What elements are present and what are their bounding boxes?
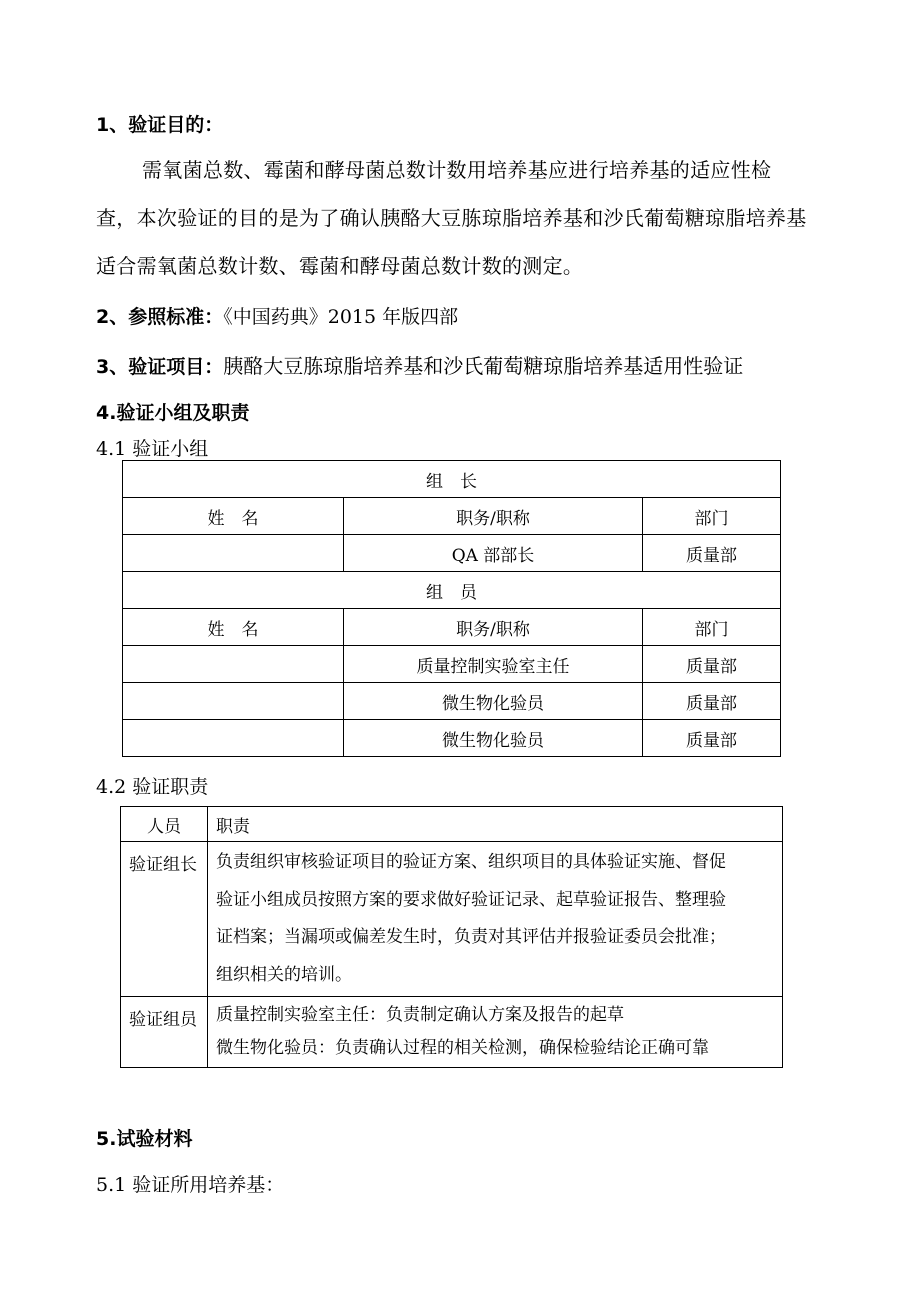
section1-heading: 1、验证目的： (96, 114, 224, 136)
member-name-cell (123, 683, 344, 720)
duty-line: 组织相关的培训。 (216, 964, 352, 985)
col-duty: 职责 (208, 807, 783, 842)
table-row (123, 683, 781, 720)
validation-item-label: 3、验证项目： (96, 356, 224, 378)
duty-table (120, 806, 783, 1068)
leader-header: 组 长 (123, 461, 781, 498)
member-dept-cell: 质量部 (643, 646, 781, 683)
leader-title-cell: QA 部部长 (344, 535, 643, 572)
leader-header-row (123, 461, 781, 498)
leader-dept-cell: 质量部 (643, 535, 781, 572)
duty-subheading: 4.2 验证职责 (96, 776, 209, 798)
col-dept: 部门 (643, 609, 781, 646)
member-col-header-row (123, 609, 781, 646)
member-name-cell (123, 646, 344, 683)
table-row (123, 535, 781, 572)
duty-text-cell (208, 997, 783, 1068)
leader-col-header-row (123, 498, 781, 535)
validation-item-value: 胰酪大豆胨琼脂培养基和沙氏葡萄糖琼脂培养基适用性验证 (223, 354, 744, 378)
section5-heading: 5.试验材料 (96, 1128, 193, 1150)
duty-person-cell: 验证组员 (121, 997, 208, 1068)
member-dept-cell: 质量部 (643, 683, 781, 720)
duty-line: 负责组织审核验证项目的验证方案、组织项目的具体验证实施、督促 (216, 852, 726, 872)
team-subheading: 4.1 验证小组 (96, 438, 209, 460)
col-person: 人员 (121, 807, 208, 842)
table-row (121, 842, 783, 997)
member-title-cell: 微生物化验员 (344, 720, 643, 757)
duty-header-row (121, 807, 783, 842)
col-name: 姓 名 (123, 609, 344, 646)
team-table (122, 460, 781, 757)
table-row (121, 997, 783, 1068)
duty-line: 证档案；当漏项或偏差发生时，负责对其评估并报验证委员会批准； (216, 927, 726, 947)
table-row (123, 720, 781, 757)
duty-person-cell: 验证组长 (121, 842, 208, 997)
media-subheading: 5.1 验证所用培养基： (96, 1174, 285, 1196)
leader-name-cell (123, 535, 344, 572)
section4-heading: 4.验证小组及职责 (96, 402, 250, 424)
reference-label: 2、参照标准： (96, 306, 224, 328)
duty-line: 微生物化验员：负责确认过程的相关检测，确保检验结论正确可靠 (216, 1038, 709, 1058)
validation-item (96, 350, 743, 379)
duty-line: 验证小组成员按照方案的要求做好验证记录、起草验证报告、整理验 (216, 889, 726, 910)
col-title: 职务/职称 (344, 498, 643, 535)
member-name-cell (123, 720, 344, 757)
reference-value: 《中国药典》2015 年版四部 (223, 306, 459, 328)
duty-line: 质量控制实验室主任：负责制定确认方案及报告的起草 (216, 1005, 624, 1025)
col-name: 姓 名 (123, 498, 344, 535)
member-header: 组 员 (123, 572, 781, 609)
col-dept: 部门 (643, 498, 781, 535)
col-title: 职务/职称 (344, 609, 643, 646)
purpose-paragraph: 需氧菌总数、霉菌和酵母菌总数计数用培养基应进行培养基的适应性检查，本次验证的目的是为了确认胰酪大豆胨琼脂培养基和沙氏葡萄糖琼脂培养基适合需氧菌总数计数、霉菌和酵母菌总数计数的测定。 (96, 158, 807, 278)
member-title-cell: 微生物化验员 (344, 683, 643, 720)
table-row (123, 646, 781, 683)
member-header-row (123, 572, 781, 609)
member-dept-cell: 质量部 (643, 720, 781, 757)
duty-text-cell (208, 842, 783, 997)
member-title-cell: 质量控制实验室主任 (344, 646, 643, 683)
reference-standard (96, 302, 458, 329)
